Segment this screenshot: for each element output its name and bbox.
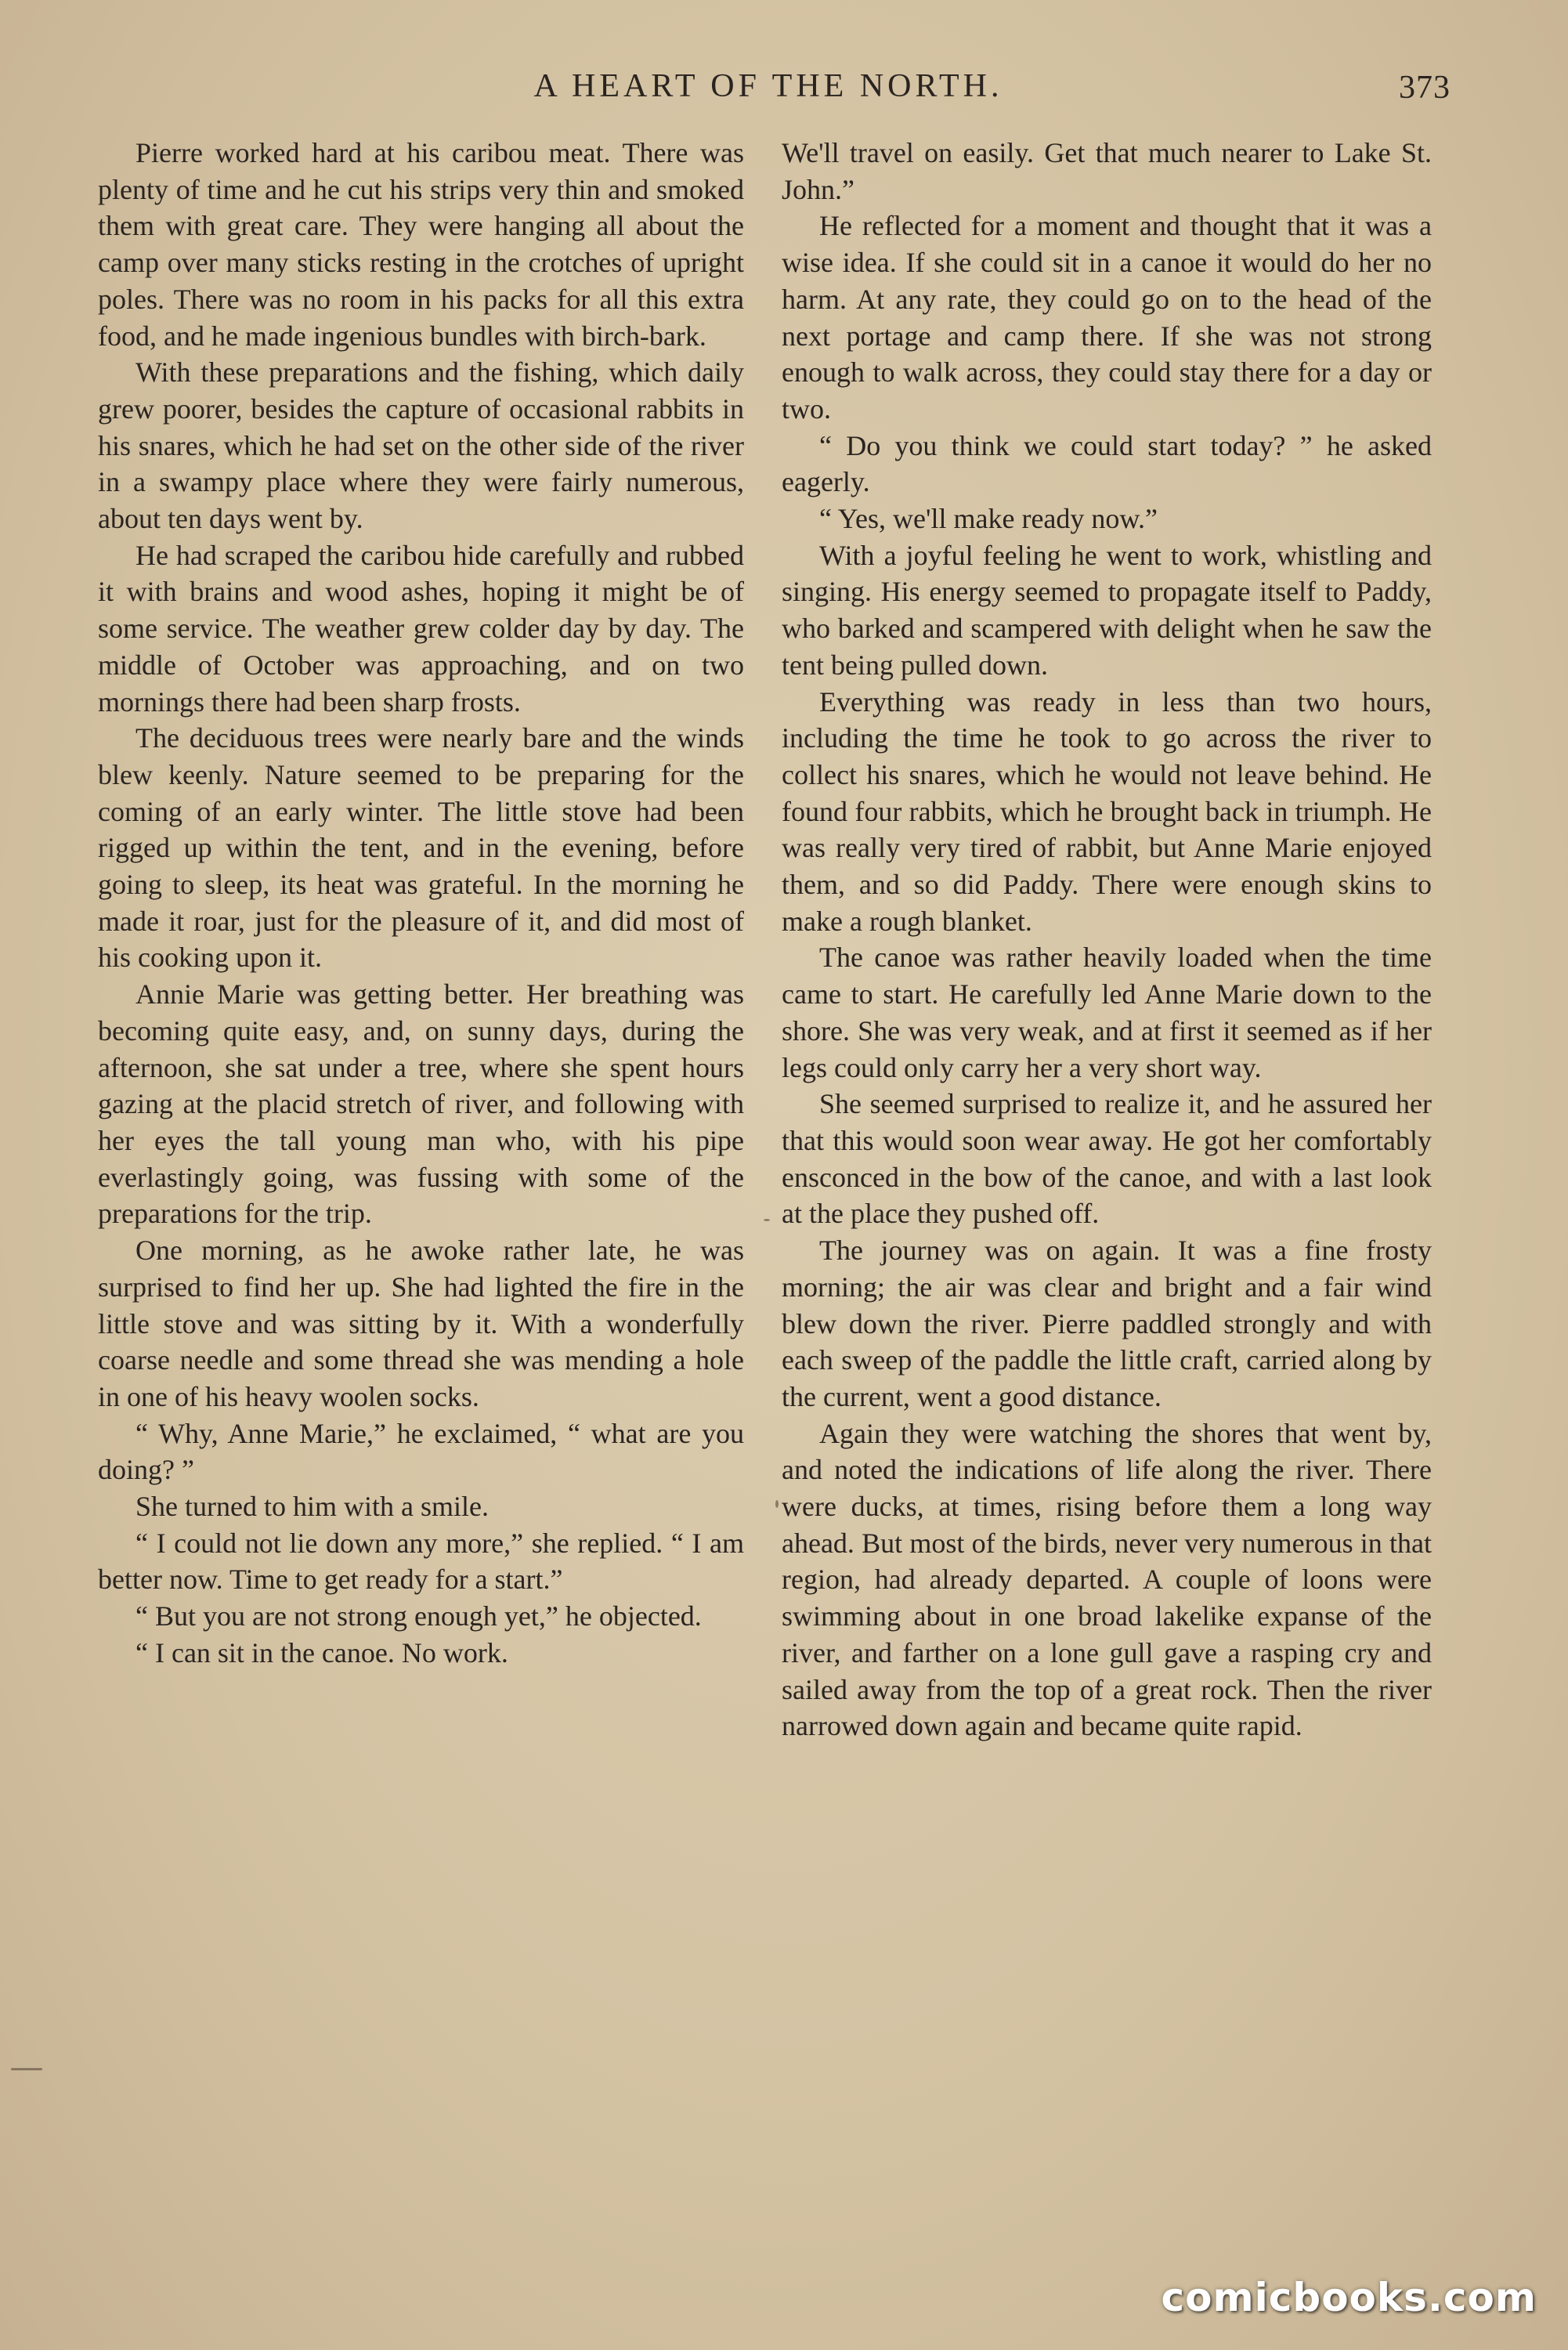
paragraph: The deciduous trees were nearly bare and the winds blew keenly. Nature seemed to be preparing for the coming of an early winter. The little stove had been rigged up within the tent, and in the evening, before going to sleep, its heat was grateful. In the morning he made it roar, just for the pleasure of it, and did most of his cooking upon it.	[98, 722, 744, 974]
paragraph: “ Do you think we could start today? ” he asked eagerly.	[782, 429, 1432, 498]
paper-speck	[764, 1219, 770, 1221]
paragraph: Everything was ready in less than two hours, including the time he took to go across the river to collect his snares, which he would not leave behind. He found four rabbits, which he brought back in triumph. He was really very tired of rabbit, but Anne Marie enjoyed them, and so did Paddy. There were enough skins to make a rough blanket.	[782, 685, 1432, 937]
paragraph: “ Why, Anne Marie,” he exclaimed, “ what are you doing? ”	[98, 1417, 744, 1486]
paragraph: He had scraped the caribou hide carefully and rubbed it with brains and wood ashes, hoping it might be of some service. The weather grew colder day by day. The middle of October was approaching, and on two mornings there had been sharp frosts.	[98, 539, 744, 718]
paragraph: With these preparations and the fishing, which daily grew poorer, besides the capture of occasional rabbits in his snares, which he had set on the other side of the river in a swampy place where they were fairly numerous, about ten days went by.	[98, 356, 744, 535]
page-header	[86, 67, 1451, 114]
paragraph: The canoe was rather heavily loaded when the time came to start. He carefully led Anne Marie down to the shore. She was very weak, and at first it seemed as if her legs could only carry her a very short way.	[782, 942, 1432, 1083]
paragraph: He reflected for a moment and thought that it was a wise idea. If she could sit in a canoe it would do her no harm. At any rate, they could go on to the head of the next portage and camp there. If she was not strong enough to walk across, they could stay there for a day or two.	[782, 210, 1432, 425]
paragraph: “ I can sit in the canoe. No work.	[135, 1636, 508, 1668]
paragraph: With a joyful feeling he went to work, whistling and singing. His energy seemed to propagate itself to Paddy, who barked and scampered with delight when he saw the tent being pulled down.	[782, 539, 1432, 681]
paper-speck	[11, 2068, 42, 2070]
paragraph: The journey was on again. It was a fine frosty morning; the air was clear and bright and a fair wind blew down the river. Pierre paddled strongly and with each sweep of the paddle the little craft, carried along by the current, went a good distance.	[782, 1235, 1432, 1412]
paper-speck	[775, 1500, 779, 1508]
paragraph: Again they were watching the shores that went by, and noted the indications of life along the river. There were ducks, at times, rising before them a long way ahead. But most of the birds, never very numerous in that region, had already departed. A couple of loons were swimming about in one broad lakelike expanse of the river, and farther on a lone gull gave a rasping cry and sailed away from the top of a great rock. Then the river narrowed down again and became quite rapid.	[782, 1417, 1432, 1742]
page-number: 373	[1399, 70, 1451, 106]
running-title: A HEART OF THE NORTH.	[533, 68, 1003, 104]
paragraph: “ But you are not strong enough yet,” he objected.	[135, 1600, 702, 1632]
watermark-logo: comicbooks.com	[1161, 2275, 1537, 2320]
left-text-column	[98, 135, 744, 1672]
paragraph: She turned to him with a smile.	[135, 1491, 489, 1523]
paragraph: Pierre worked hard at his caribou meat. There was plenty of time and he cut his strips very thin and smoked them with great care. They were hanging all about the camp over many sticks resting in the crotches of upright poles. There was no room in his packs for all this extra food, and he made ingenious bundles with birch-bark.	[98, 137, 744, 352]
right-text-column	[782, 135, 1432, 1744]
paragraph: She seemed surprised to realize it, and he assured her that this would soon wear away. He got her comfortably ensconced in the bow of the canoe, and with a last look at the place they pushed off.	[782, 1088, 1432, 1230]
paragraph: “ I could not lie down any more,” she replied. “ I am better now. Time to get ready for a start.”	[98, 1527, 744, 1596]
paragraph: One morning, as he awoke rather late, he was surprised to find her up. She had lighted the fire in the little stove and was sitting by it. With a wonderfully coarse needle and some thread she was mending a hole in one of his heavy woolen socks.	[98, 1235, 744, 1412]
paragraph: “ Yes, we'll make ready now.”	[819, 503, 1158, 535]
paragraph-continued: We'll travel on easily. Get that much nearer to Lake St. John.”	[782, 137, 1432, 205]
paragraph: Annie Marie was getting better. Her breathing was becoming quite easy, and, on sunny days, during the afternoon, she sat under a tree, where she spent hours gazing at the placid stretch of river, and following with her eyes the tall young man who, with his pipe everlastingly going, was fussing with some of the preparations for the trip.	[98, 978, 744, 1230]
